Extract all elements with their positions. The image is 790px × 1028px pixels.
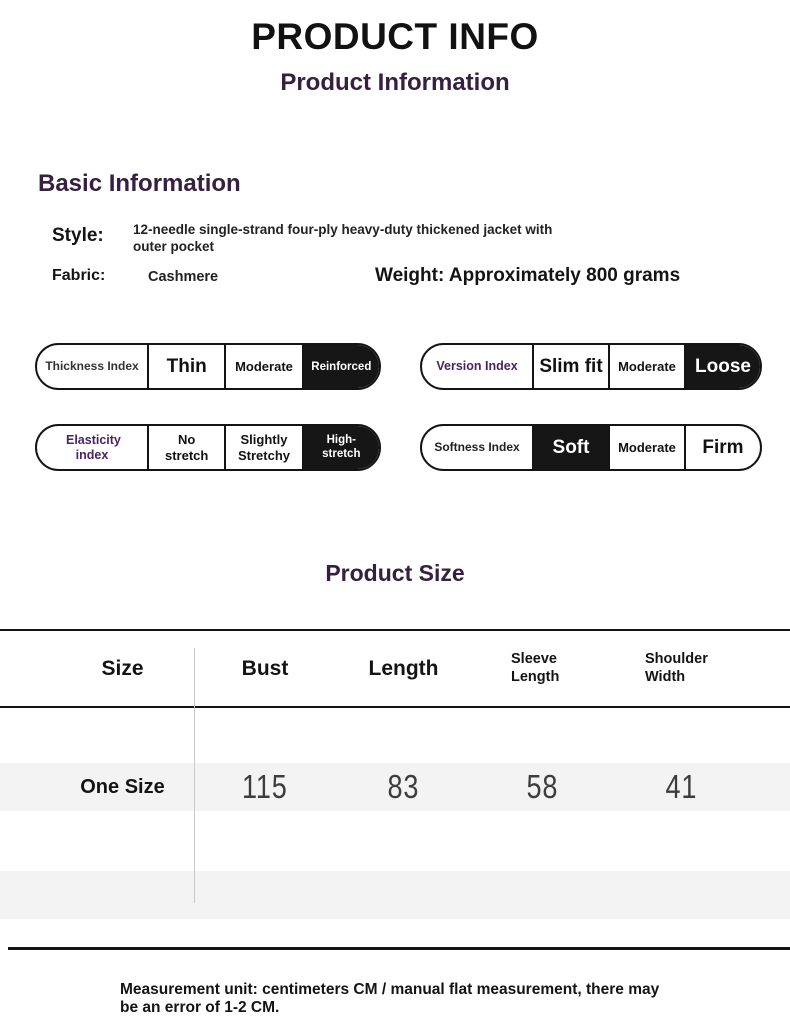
elasticity-option-high-stretch-selected: High-stretch	[302, 426, 379, 469]
version-option-slim-fit: Slim fit	[532, 345, 608, 388]
size-table-header-row	[0, 631, 790, 706]
cell-shoulder-width: 41	[665, 768, 697, 805]
version-index-pill	[420, 343, 762, 390]
cell-bust: 115	[242, 768, 288, 805]
version-option-loose-selected: Loose	[684, 345, 760, 388]
cell-length: 83	[387, 768, 420, 805]
style-value: 12-needle single-strand four-ply heavy-duty thickened jacket with outer pocket	[133, 222, 553, 254]
header-bust: Bust	[241, 656, 289, 680]
softness-option-soft-selected: Soft	[532, 426, 608, 469]
thickness-option-reinforced-selected: Reinforced	[302, 345, 379, 388]
thickness-index-label: Thickness Index	[45, 358, 139, 373]
header-length: Length	[368, 656, 439, 680]
pill-label-cell	[37, 426, 147, 469]
weight-text: Weight: Approximately 800 grams	[375, 265, 681, 286]
page-title: PRODUCT INFO	[251, 16, 539, 57]
measurement-note: Measurement unit: centimeters CM / manual flat measurement, there may be an error of 1-2 CM.	[120, 981, 660, 1017]
version-option-moderate: Moderate	[608, 345, 684, 388]
style-label: Style:	[52, 225, 104, 246]
elasticity-index-pill	[35, 424, 381, 471]
fabric-label: Fabric:	[52, 267, 106, 284]
pill-label-cell	[422, 345, 532, 388]
elasticity-index-label: Elasticity index	[66, 432, 121, 462]
thickness-option-thin: Thin	[147, 345, 224, 388]
fabric-value: Cashmere	[148, 269, 219, 285]
softness-option-moderate: Moderate	[608, 426, 684, 469]
table-header-divider-line	[0, 706, 790, 708]
softness-index-label: Softness Index	[434, 439, 520, 454]
softness-index-pill	[420, 424, 762, 471]
header-sleeve-length: Sleeve Length	[511, 651, 560, 685]
softness-option-firm: Firm	[684, 426, 760, 469]
pill-label-cell	[422, 426, 532, 469]
size-column-divider	[194, 648, 195, 903]
version-index-label: Version Index	[436, 359, 518, 374]
thickness-index-pill	[35, 343, 381, 390]
thickness-option-moderate: Moderate	[224, 345, 301, 388]
table-bottom-line	[8, 947, 790, 950]
basic-information-heading: Basic Information	[38, 170, 241, 197]
product-size-heading: Product Size	[325, 560, 465, 586]
header-size: Size	[101, 656, 144, 680]
size-table-data-row	[0, 763, 790, 811]
page-subtitle: Product Information	[280, 69, 510, 96]
pill-label-cell	[37, 345, 147, 388]
elasticity-option-no-stretch: No stretch	[147, 426, 224, 469]
empty-row-band	[0, 871, 790, 919]
cell-size: One Size	[80, 775, 165, 798]
cell-sleeve-length: 58	[526, 768, 558, 805]
header-shoulder-width: Shoulder Width	[645, 651, 708, 685]
elasticity-option-slightly-stretchy: Slightly Stretchy	[224, 426, 301, 469]
